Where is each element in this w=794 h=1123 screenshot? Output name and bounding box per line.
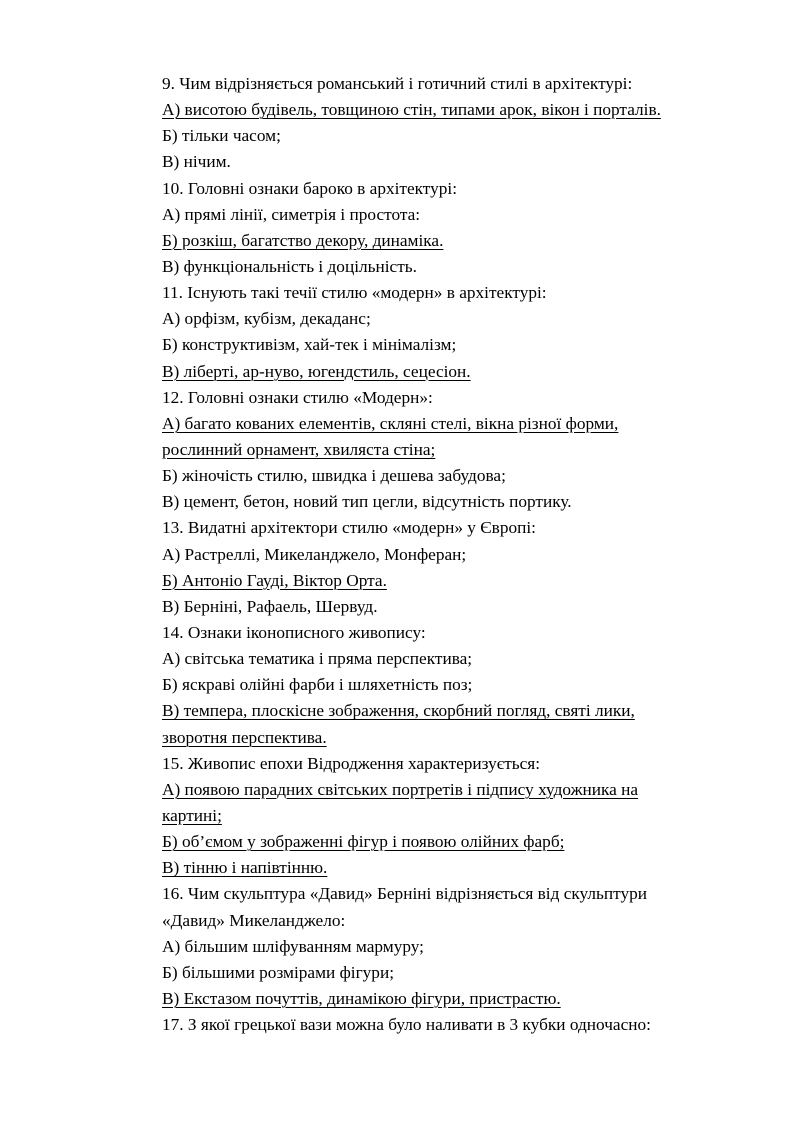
answer-line-correct <box>162 725 762 751</box>
answer-line-correct <box>162 359 762 385</box>
answer-line-correct <box>162 228 762 254</box>
line-text: 11. Існують такі течії стилю «модерн» в архітектурі: <box>162 283 547 303</box>
text-line <box>162 332 762 358</box>
line-text: 16. Чим скульптура «Давид» Берніні відрізняється від скульптури <box>162 884 648 904</box>
text-line <box>162 149 762 175</box>
line-text: 14. Ознаки іконописного живопису: <box>162 622 426 642</box>
line-text: В) ліберті, ар-нуво, югендстиль, сецесіон. <box>162 361 471 381</box>
line-text: А) орфізм, кубізм, декаданс; <box>162 309 371 329</box>
text-line <box>162 254 762 280</box>
text-line <box>162 202 762 228</box>
text-line <box>162 646 762 672</box>
line-text: рослинний орнамент, хвиляста стіна; <box>162 439 436 459</box>
text-line <box>162 489 762 515</box>
line-text: 10. Головні ознаки бароко в архітектурі: <box>162 178 458 198</box>
answer-line-correct <box>162 437 762 463</box>
text-line <box>162 123 762 149</box>
line-text: А) більшим шліфуванням мармуру; <box>162 936 424 956</box>
text-line <box>162 908 762 934</box>
text-line <box>162 934 762 960</box>
line-text: А) багато кованих елементів, скляні стелі, вікна різної форми, <box>162 413 619 433</box>
answer-line-correct <box>162 777 762 803</box>
text-line <box>162 672 762 698</box>
line-text: 13. Видатні архітектори стилю «модерн» у Європі: <box>162 518 536 538</box>
line-text: В) тінню і напівтінню. <box>162 858 328 878</box>
text-line <box>162 463 762 489</box>
text-line <box>162 594 762 620</box>
line-text: А) світська тематика і пряма перспектива; <box>162 649 473 669</box>
line-text: В) нічим. <box>162 152 231 172</box>
line-text: «Давид» Микеланджело: <box>162 910 346 930</box>
line-text: картині; <box>162 805 222 825</box>
line-text: В) цемент, бетон, новий тип цегли, відсутність портику. <box>162 492 572 512</box>
line-text: Б) конструктивізм, хай-тек і мінімалізм; <box>162 335 457 355</box>
text-line <box>162 1012 762 1038</box>
line-text: зворотня перспектива. <box>162 727 327 747</box>
text-line <box>162 280 762 306</box>
text-line <box>162 620 762 646</box>
line-text: А) Растреллі, Микеланджело, Монферан; <box>162 544 467 564</box>
line-text: В) Берніні, Рафаель, Шервуд. <box>162 596 378 616</box>
line-text: Б) розкіш, багатство декору, динаміка. <box>162 230 444 250</box>
line-text: Б) більшими розмірами фігури; <box>162 962 394 982</box>
line-text: В) функціональність і доцільність. <box>162 256 417 276</box>
line-text: 15. Живопис епохи Відродження характеризується: <box>162 753 541 773</box>
line-text: В) Екстазом почуттів, динамікою фігури, пристрастю. <box>162 988 561 1008</box>
text-line <box>162 306 762 332</box>
line-text: Б) тільки часом; <box>162 126 281 146</box>
answer-line-correct <box>162 803 762 829</box>
text-line <box>162 542 762 568</box>
answer-line-correct <box>162 698 762 724</box>
text-line <box>162 71 762 97</box>
line-text: 9. Чим відрізняється романський і готичний стилі в архітектурі: <box>162 74 633 93</box>
line-text: В) темпера, плоскісне зображення, скорбний погляд, святі лики, <box>162 701 635 721</box>
line-text: А) появою парадних світських портретів і підпису художника на <box>162 779 639 799</box>
answer-line-correct <box>162 855 762 881</box>
answer-line-correct <box>162 829 762 855</box>
line-text: 12. Головні ознаки стилю «Модерн»: <box>162 387 433 407</box>
text-line <box>162 385 762 411</box>
text-line <box>162 960 762 986</box>
text-line <box>162 751 762 777</box>
line-text: Б) яскраві олійні фарби і шляхетність поз; <box>162 675 473 695</box>
line-text: Б) Антоніо Гауді, Віктор Орта. <box>162 570 387 590</box>
line-text: А) висотою будівель, товщиною стін, типами арок, вікон і порталів. <box>162 100 661 120</box>
line-text: А) прямі лінії, симетрія і простота: <box>162 204 421 224</box>
text-line <box>162 515 762 541</box>
line-text: Б) об’ємом у зображенні фігур і появою олійних фарб; <box>162 832 565 852</box>
document-page <box>162 71 762 1038</box>
text-line <box>162 881 762 907</box>
answer-line-correct <box>162 986 762 1012</box>
text-line <box>162 176 762 202</box>
answer-line-correct <box>162 411 762 437</box>
line-text: Б) жіночість стилю, швидка і дешева забудова; <box>162 466 506 486</box>
answer-line-correct <box>162 97 762 123</box>
answer-line-correct <box>162 568 762 594</box>
line-text: 17. З якої грецької вази можна було наливати в 3 кубки одночасно: <box>162 1015 651 1035</box>
